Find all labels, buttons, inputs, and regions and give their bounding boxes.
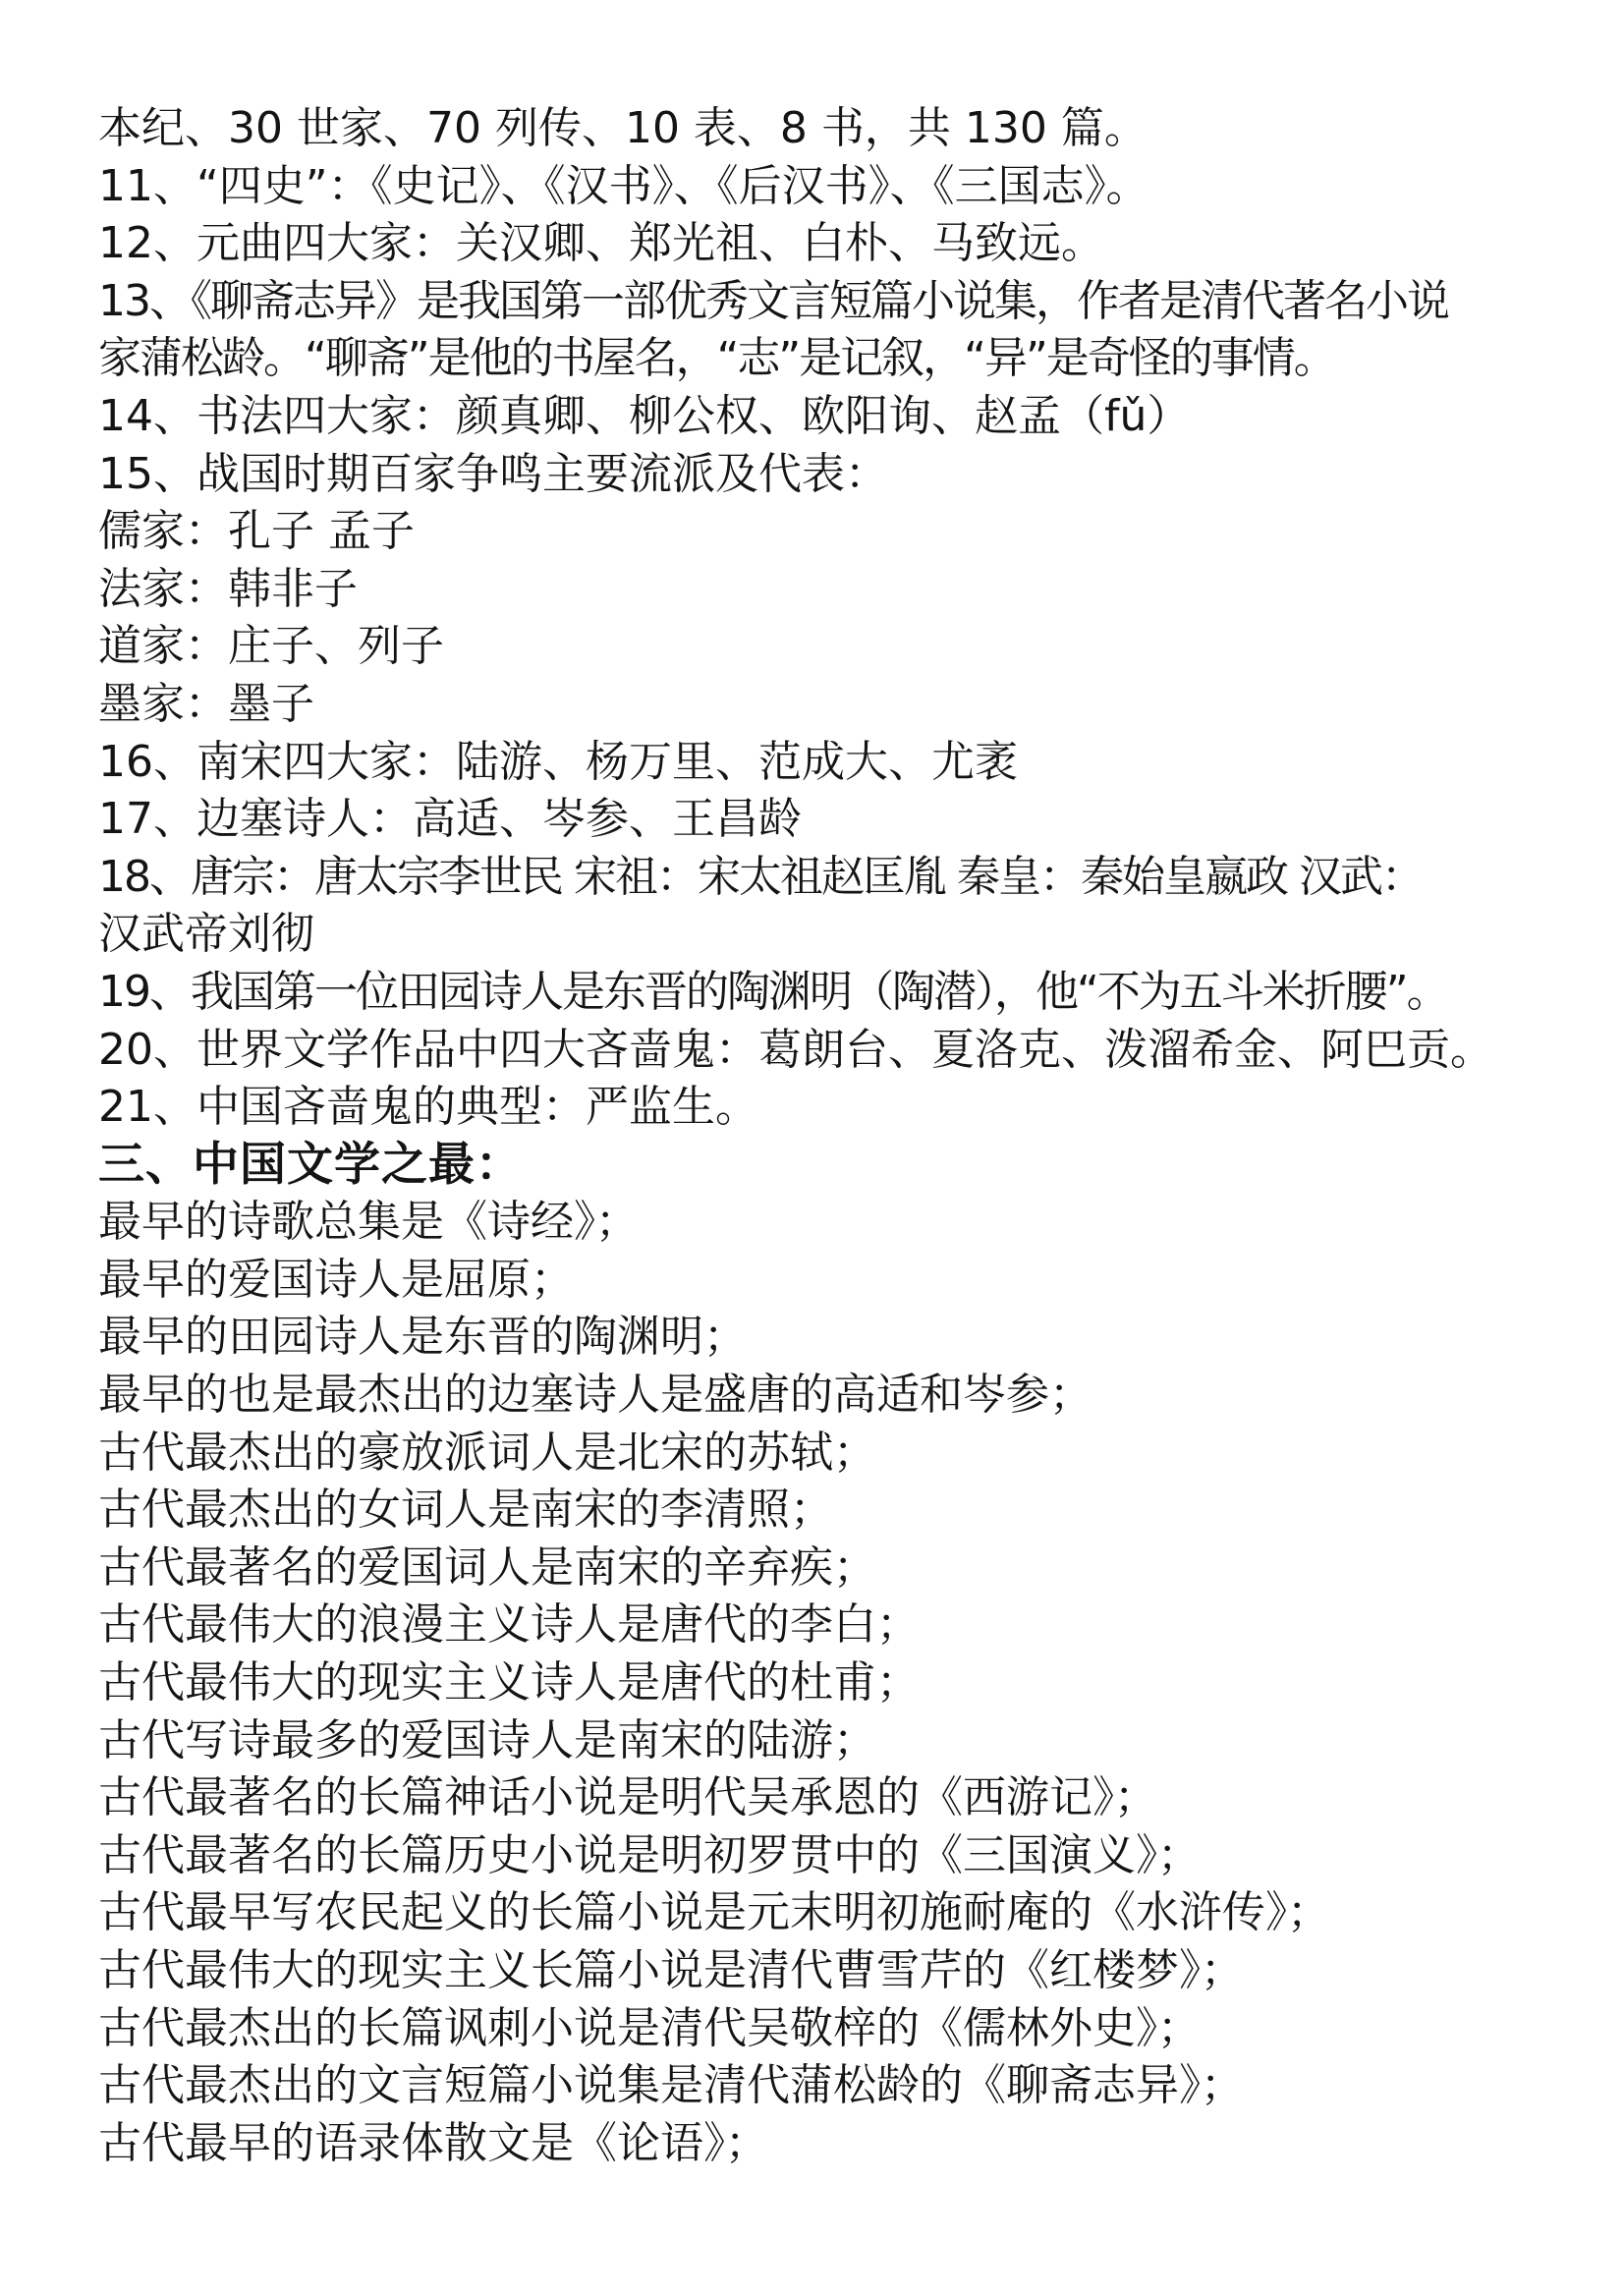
text-line-4: 13、《聊斋志异》是我国第一部优秀文言短篇小说集，作者是清代著名小说	[98, 275, 1448, 326]
text-line-5: 家蒲松龄。“聊斋”是他的书屋名，“志”是记叙，“异”是奇怪的事情。	[98, 333, 1335, 384]
list-item: 古代最杰出的文言短篇小说集是清代蒲松龄的《聊斋志异》；	[98, 2060, 1244, 2111]
list-item: 古代最杰出的长篇讽刺小说是清代吴敬梓的《儒林外史》；	[98, 2002, 1201, 2053]
list-item: 最早的诗歌总集是《诗经》；	[98, 1197, 639, 1248]
text-line-2: 11、“四史”：《史记》、《汉书》、《后汉书》、《三国志》。	[98, 160, 1149, 211]
list-item: 古代写诗最多的爱国诗人是南宋的陆游；	[98, 1714, 876, 1765]
list-item: 古代最杰出的女词人是南宋的李清照；	[98, 1484, 833, 1536]
list-item: 最早的爱国诗人是屈原；	[98, 1254, 574, 1305]
text-line-8: 儒家：孔子 孟子	[98, 506, 415, 557]
text-line-16: 19、我国第一位田园诗人是东晋的陶渊明（陶潜），他“不为五斗米折腰”。	[98, 966, 1448, 1017]
list-item: 古代最杰出的豪放派词人是北宋的苏轼；	[98, 1427, 876, 1478]
list-item: 古代最伟大的现实主义诗人是唐代的杜甫；	[98, 1657, 920, 1708]
text-line-9: 法家：韩非子	[98, 563, 358, 614]
list-item: 古代最著名的长篇神话小说是明代吴承恩的《西游记》；	[98, 1772, 1157, 1823]
list-item: 古代最著名的长篇历史小说是明初罗贯中的《三国演义》；	[98, 1829, 1201, 1880]
list-item: 最早的也是最杰出的边塞诗人是盛唐的高适和岑参；	[98, 1370, 1092, 1421]
text-line-17: 20、世界文学作品中四大吝啬鬼：葛朗台、夏洛克、泼溜希金、阿巴贡。	[98, 1024, 1493, 1075]
list-item: 古代最伟大的浪漫主义诗人是唐代的李白；	[98, 1599, 920, 1651]
text-line-11: 墨家：墨子	[98, 678, 314, 729]
list-item: 古代最著名的爱国词人是南宋的辛弃疾；	[98, 1541, 876, 1593]
text-line-1: 本纪、30 世家、70 列传、10 表、8 书，共 130 篇。	[98, 103, 1148, 153]
list-item: 古代最早的语录体散文是《论语》；	[98, 2117, 768, 2168]
section-heading: 三、中国文学之最：	[98, 1137, 523, 1192]
text-line-12: 16、南宋四大家：陆游、杨万里、范成大、尤袤	[98, 736, 1018, 787]
list-item: 最早的田园诗人是东晋的陶渊明；	[98, 1312, 747, 1363]
text-line-15: 汉武帝刘彻	[98, 909, 314, 960]
text-line-14: 18、唐宗：唐太宗李世民 宋祖：宋太祖赵匡胤 秦皇：秦始皇嬴政 汉武：	[98, 851, 1423, 902]
text-line-7: 15、战国时期百家争鸣主要流派及代表：	[98, 448, 888, 499]
text-line-10: 道家：庄子、列子	[98, 621, 444, 672]
document-page	[98, 100, 1611, 2172]
text-line-13: 17、边塞诗人：高适、岑参、王昌龄	[98, 794, 802, 845]
text-line-18: 21、中国吝啬鬼的典型：严监生。	[98, 1082, 758, 1133]
list-item: 古代最伟大的现实主义长篇小说是清代曹雪芹的《红楼梦》；	[98, 1945, 1244, 1995]
text-line-3: 12、元曲四大家：关汉卿、郑光祖、白朴、马致远。	[98, 218, 1104, 269]
list-item: 古代最早写农民起义的长篇小说是元末明初施耐庵的《水浒传》；	[98, 1887, 1330, 1938]
text-line-6: 14、书法四大家：颜真卿、柳公权、欧阳询、赵孟（fǔ）	[98, 390, 1191, 441]
